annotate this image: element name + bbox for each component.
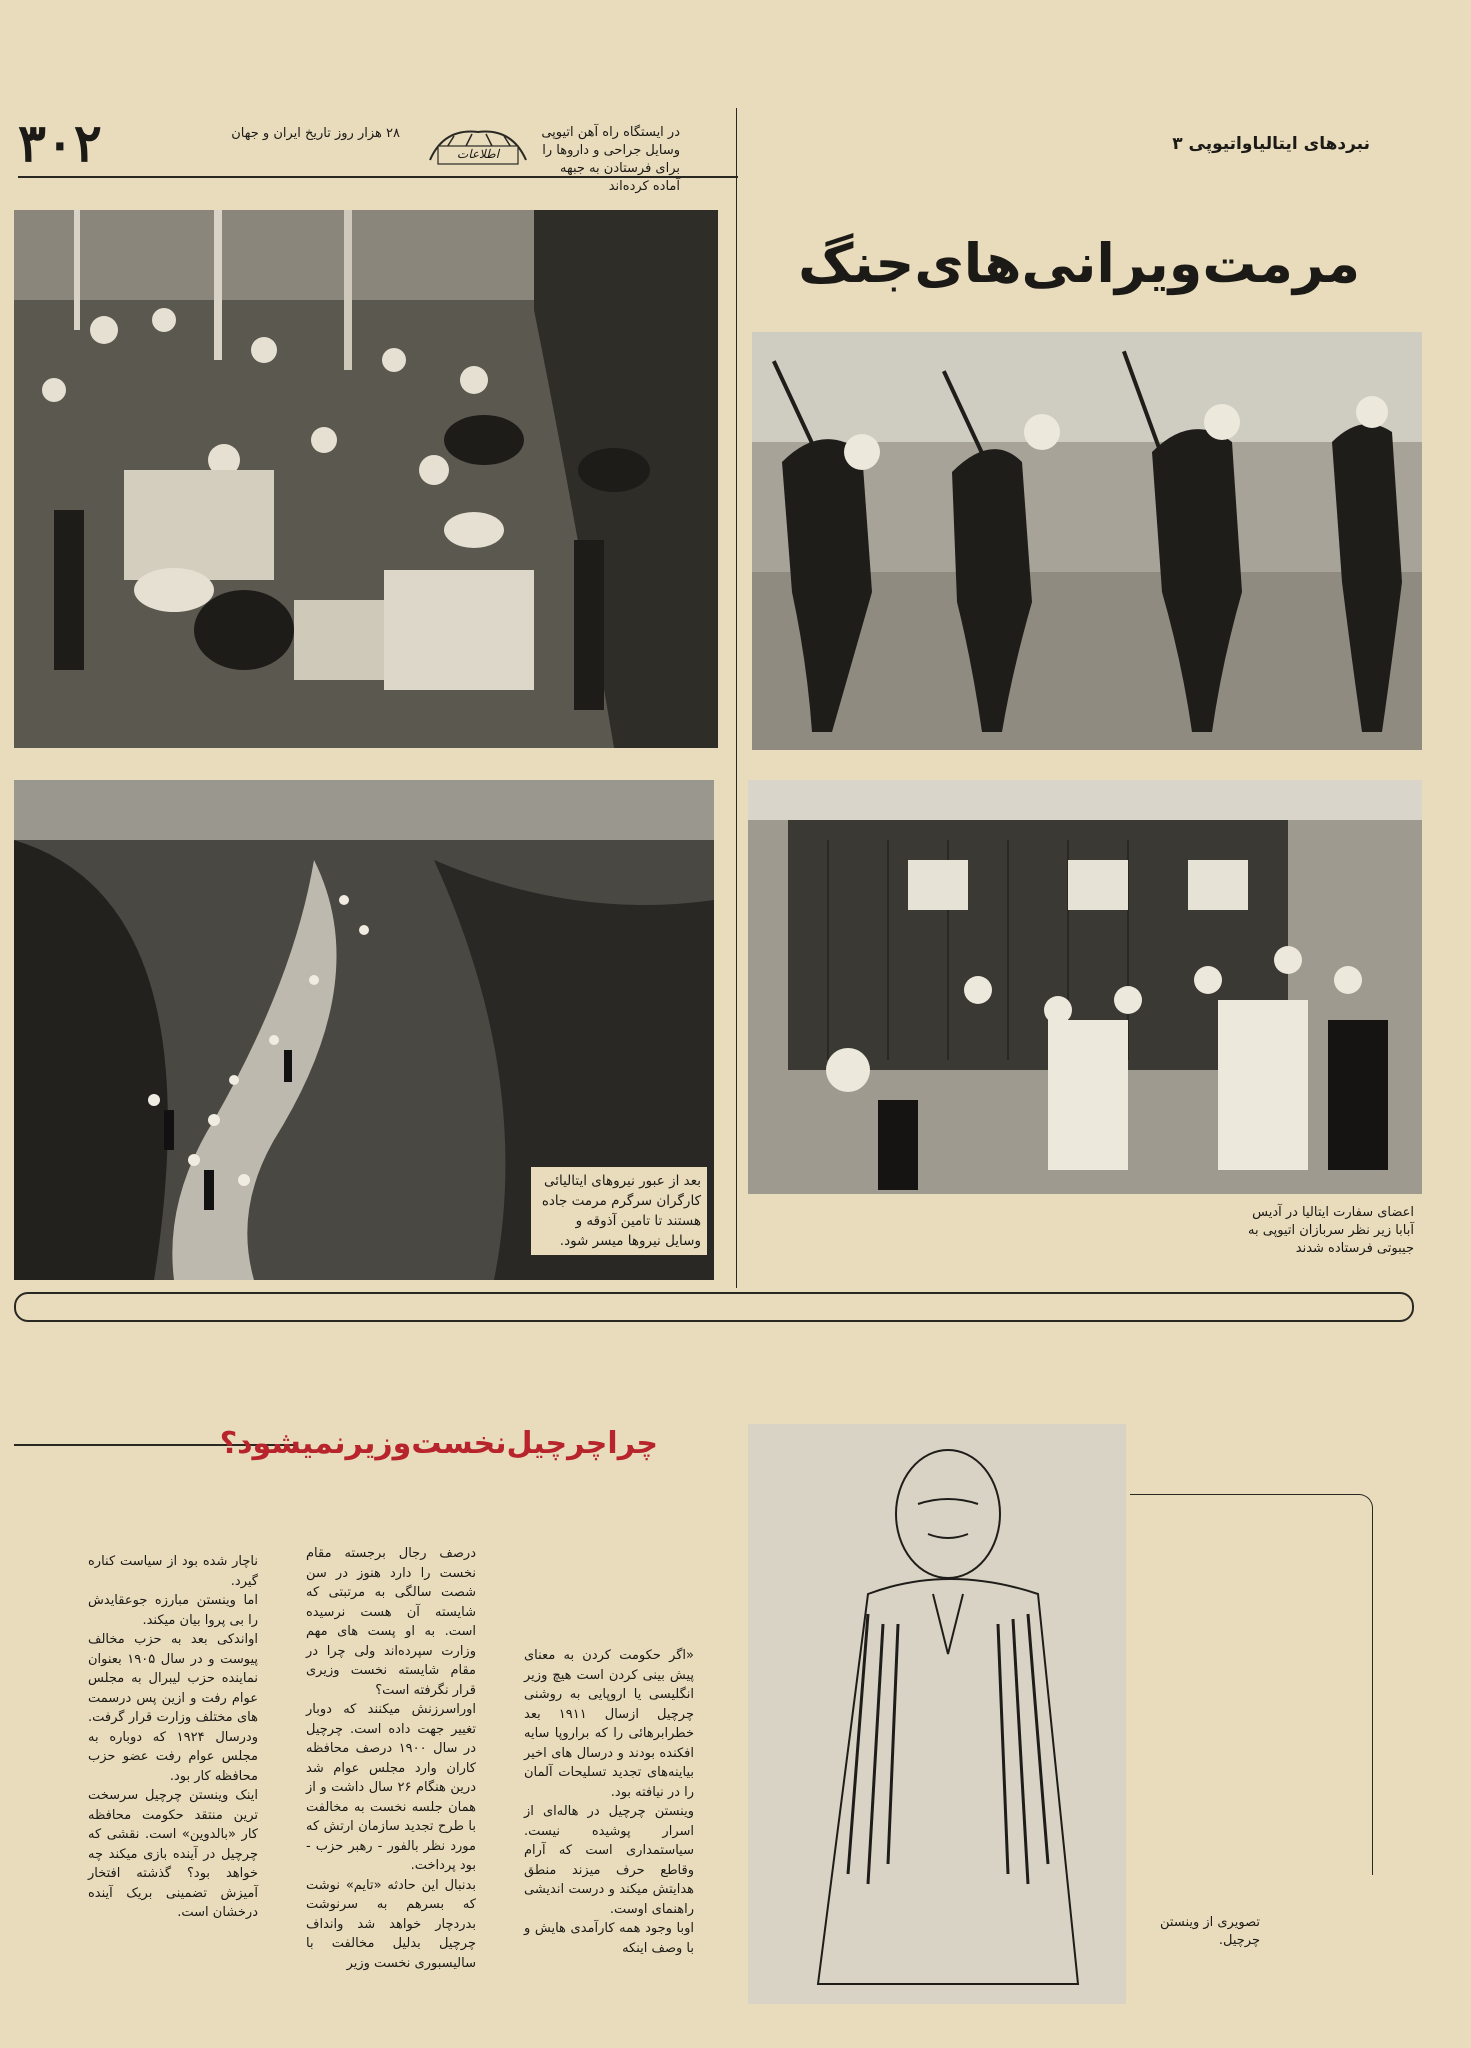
road-workers-caption: بعد از عبور نیروهای ایتالیائی کارگران سرگرم مرمت جاده هستند تا تامین آذوقه و وسایل نیروها میسر شود. xyxy=(530,1166,708,1256)
article-col-3: ناچار شده بود از سیاست کناره گیرد. اما وینستن مبارزه جوعقایدش را بی پروا بیان میکند. اواندکی بعد به حزب مخالف پیوست و در سال ۱۹۰۵ بعنوان نماینده حزب لیبرال به مجلس عوام رفت و ازین پس درسمت های مختلف وزارت قرار گرفت. ودرسال ۱۹۲۴ که دوباره به مجلس عوام رفت عضو حزب محافظه کار بود. اینک وینستن چرچیل سرسخت ترین منتقد حکومت محافظه کار «بالدوین» است. نقشی که چرچیل در آینده بازی میکند چه خواهد بود؟ گذشته افتخار آمیزش تضمینی بریک آینده درخشان است. xyxy=(88,1554,258,1920)
series-line: ۲۸ هزار روز تاریخ ایران و جهان xyxy=(231,126,400,141)
churchill-frame xyxy=(1130,1494,1373,1875)
headline: مرمت‌ویرانی‌های‌جنگ xyxy=(798,232,1360,295)
embassy-caption: اعضای سفارت ایتالیا در آدیس آبابا زیر نظر سربازان اتیوپی به جیبوتی فرستاده شدند xyxy=(1248,1205,1414,1256)
logo-text: اطلاعات xyxy=(456,147,500,161)
section-divider xyxy=(14,1292,1414,1322)
churchill-caption: تصویری از وینستن چرچیل. xyxy=(1160,1915,1260,1948)
train-embassy-photo xyxy=(748,780,1422,1194)
article-col-1: «اگر حکومت کردن به معنای پیش بینی کردن است هیچ وزیر انگلیسی یا اروپایی به روشنی چرچیل ازسال ۱۹۱۱ بعد خطرابرهائی را که براروپا سایه افکنده بودند و درسال های اخیر بیاینه‌های تجدید تسلیحات آلمان را در نیافته بود. وینستن چرچیل در هاله‌ای از اسرار پوشیده نیست. سیاستمداری است که آرام وقاطع حرف میزند منطق هدایتش میکند و درست اندیشی راهنمای اوست. اوبا وجود همه کارآمدی هایش و با وصف اینکه xyxy=(524,1648,694,1956)
cavalry-photo xyxy=(752,332,1422,750)
section-title: نبردهای ایتالیاواتیوپی ۳ xyxy=(1172,134,1370,154)
article-col-2: درصف رجال برجسته مقام نخست را دارد هنوز در سن شصت سالگی به مرتبتی که شایسته آن هست نرسیده است. به او پست های مهم وزارت سپرده‌اند ولی چرا در مقام شایسته نخست وزیری قرار نگرفته است؟ اوراسرزنش میکنند که دوبار تغییر جهت داده است. چرچیل در سال ۱۹۰۰ درصف محافظه کاران وارد مجلس عوام شد درین هنگام ۲۶ سال داشت و از همان جلسه نخست به مخالفت با طرح تجدید سازمان ارتش که مورد نظر بالفور - رهبر حزب - بود پرداخت. بدنبال این حادثه «تایم» نوشت که بسرهم به سرنوشت بدردچار خواهد شد وانداف چرچیل بدلیل مخالفت با سالیسبوری نخست وزیر xyxy=(306,1546,476,1971)
churchill-sketch xyxy=(748,1424,1126,2004)
station-crowd-photo xyxy=(14,210,718,748)
top-caption: در ایستگاه راه آهن اتیوپی وسایل جراحی و داروها را برای فرستادن به جبهه آماده کرده‌اند xyxy=(541,125,680,194)
column-divider xyxy=(736,108,737,1288)
page-number: ۳۰۲ xyxy=(18,113,102,174)
article-title: چراچرچیل‌نخست‌وزیر‌نمیشود؟ xyxy=(219,1426,658,1461)
ettelaat-logo xyxy=(424,122,532,168)
